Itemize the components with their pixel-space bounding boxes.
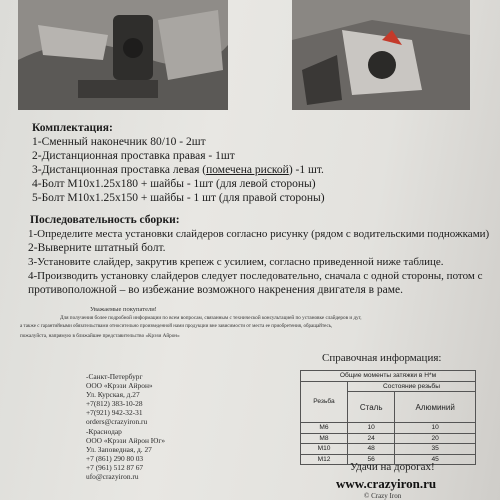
photo-installation-right [292,0,470,110]
table-caption: Общие моменты затяжки в Н*м [301,371,476,382]
email-link: ufo@crazyiron.ru [86,472,139,481]
kit-item-3: 3-Дистанционная проставка левая (помечена риской) -1 шт. [32,164,324,176]
contact-krasnodar: -Краснодар ООО «Крэзи Айрон Юг» Ул. Заповедная, д. 27 +7 (861) 290 80 03 +7 (961) 512 87 67 ufo@crazyiron.ru [86,427,166,481]
notice-greeting: Уважаемые покупатели! [90,306,157,313]
table-row: М10 48 35 [301,444,476,455]
website-url[interactable]: www.crazyiron.ru [336,476,437,491]
photo-installation-left [18,0,228,110]
header-steel: Сталь [348,392,395,423]
contact-spb: -Санкт-Петербург ООО «Крэзи Айрон» Ул. Курская, д.27 +7(812) 383-10-28 +7(921) 942-32-31 orders@crazyiron.ru [86,372,153,426]
assembly-step-3: 3-Установите слайдер, закрутив крепеж с усилием, согласно приведенной ниже таблице. [28,256,444,268]
notice-line-3: пожалуйста, напрямую в ближайшее представительство «Крэзи Айрон» [20,333,180,339]
assembly-step-5: противоположной – во избежание возможного накренения двигателя в раме. [28,284,404,296]
farewell-text: Удачи на дорогах! [350,461,435,473]
kit-title: Комплектация: [32,122,113,134]
kit-item-5: 5-Болт М10х1.25х150 + шайбы - 1 шт (для правой стороны) [32,192,325,204]
notice-line-2: а также с гарантийными обязательствами относительно произведенной нами продукции вне зависимости от места ее приобретения, обращайтесь, [20,324,333,329]
kit-item-1: 1-Сменный наконечник 80/10 - 2шт [32,136,206,148]
table-row: М6 10 10 [301,423,476,434]
assembly-step-2: 2-Выверните штатный болт. [28,242,166,254]
kit-item-2: 2-Дистанционная проставка правая - 1шт [32,150,235,162]
header-thread: Резьба [301,381,348,423]
assembly-step-1: 1-Определите места установки слайдеров согласно рисунку (рядом с водительскими подножками) [28,228,490,240]
notice-line-1: Для получения более подробной информации по всем вопросам, связанным с технической консультацией по установке слайдеров и дуг, [60,315,362,321]
table-row: М12 56 45 [301,454,476,465]
kit-item-4: 4-Болт М10х1.25х180 + шайбы - 1шт (для левой стороны) [32,178,316,190]
assembly-step-4: 4-Производить установку слайдеров следует последовательно, сначала с одной стороны, потом с [28,270,483,282]
email-link: orders@crazyiron.ru [86,417,148,426]
header-state: Состояние резьбы [348,381,476,392]
table-row: М8 24 20 [301,433,476,444]
copyright: © Crazy Iron [364,492,402,500]
assembly-title: Последовательность сборки: [30,214,180,226]
reference-title: Справочная информация: [322,352,442,364]
header-aluminium: Алюминий [395,392,476,423]
marked-note: помечена риской [206,164,289,176]
torque-table [300,370,476,465]
